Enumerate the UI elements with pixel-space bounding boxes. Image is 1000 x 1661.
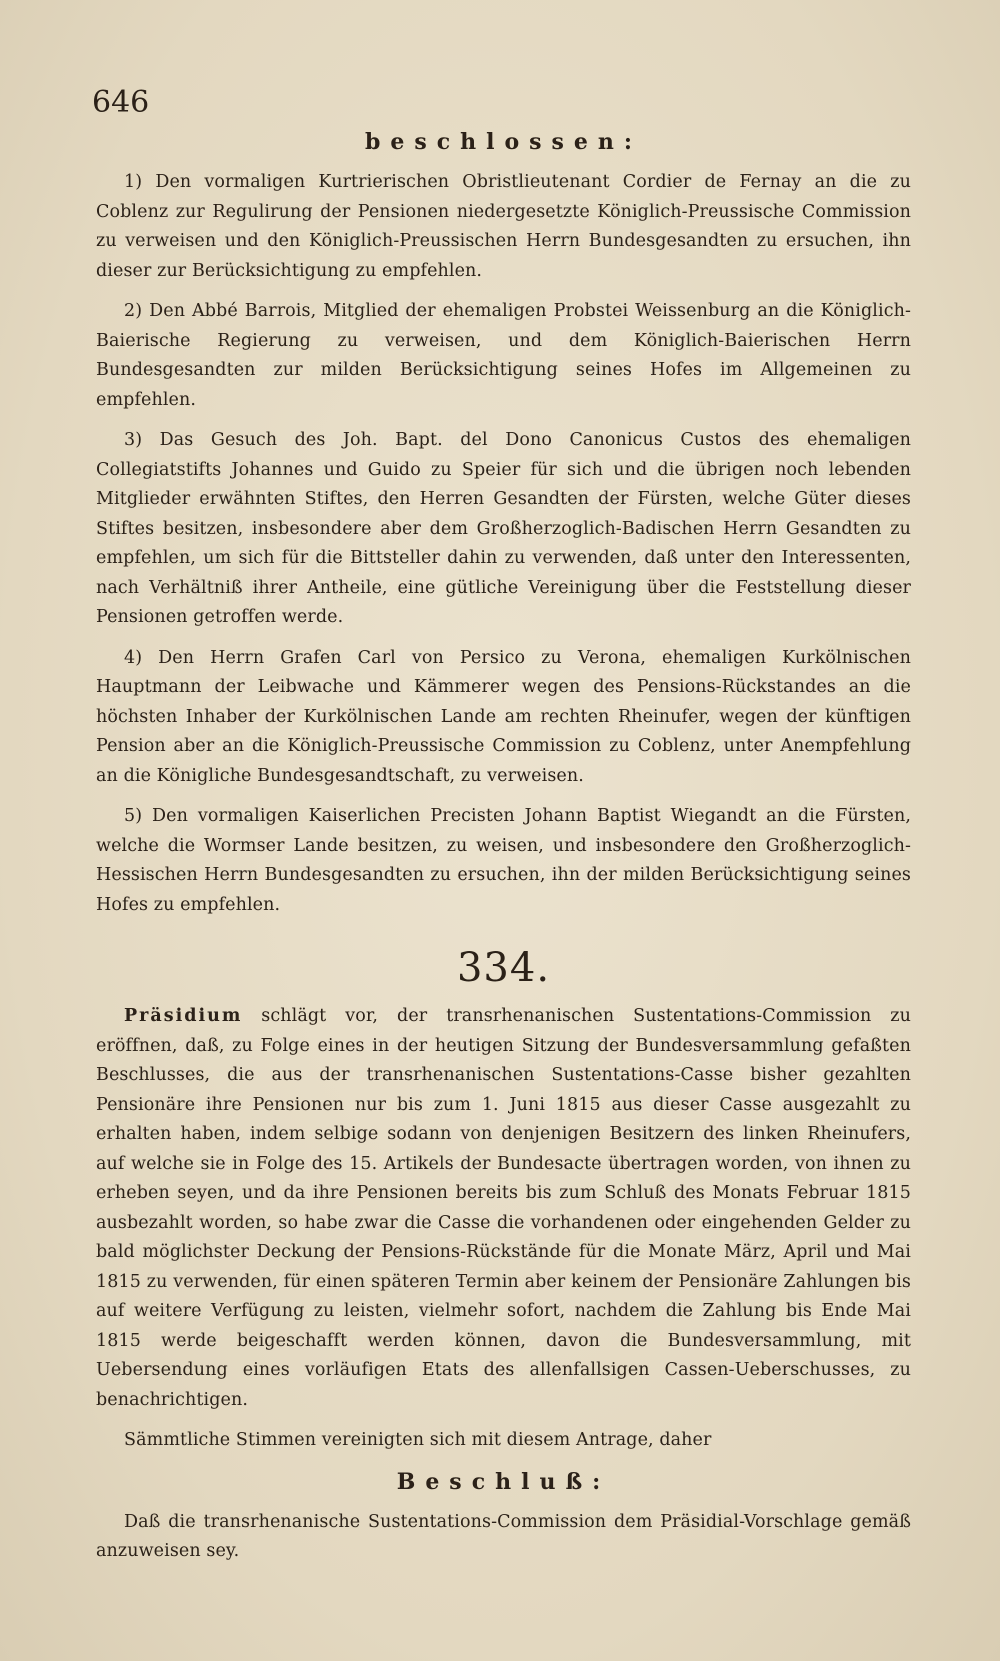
- page-number: 646: [92, 85, 150, 120]
- decision-text: Daß die transrhenanische Sustentations-Commission dem Präsidial-Vorschlage gemäß anzuweisen sey.: [96, 1511, 911, 1561]
- resolution-item-3: 3) Das Gesuch des Joh. Bapt. del Dono Canonicus Custos des ehemaligen Collegiatstifts Johannes und Guido zu Speier für sich und die übrigen noch lebenden Mitglieder erwähnten Stiftes, den Herren Gesandten der Fürsten, welche Güter dieses Stiftes besitzen, insbesondere aber dem Großherzoglich-Badischen Herrn Gesandten zu empfehlen, um sich für die Bittsteller dahin zu verwenden, daß unter den Interessenten, nach Verhältniß ihrer Antheile, eine gütliche Vereinigung über die Feststellung dieser Pensionen getroffen werde.: [96, 430, 911, 627]
- decision-heading: Beschluß:: [396, 1468, 611, 1495]
- resolution-item-5: 5) Den vormaligen Kaiserlichen Precisten Johann Baptist Wiegandt an die Fürsten, welche die Wormser Lande besitzen, zu weisen, und insbesondere den Großherzoglich-Hessischen Herrn Bundesgesandten zu ersuchen, ihn der milden Berücksichtigung seines Hofes zu empfehlen.: [96, 806, 911, 915]
- votes-statement: Sämmtliche Stimmen vereinigten sich mit diesem Antrage, daher: [124, 1430, 712, 1450]
- section-number: 334.: [456, 945, 551, 991]
- resolution-item-1: 1) Den vormaligen Kurtrierischen Obristlieutenant Cordier de Fernay an die zu Coblenz zur Regulirung der Pensionen niedergesetzte Königlich-Preussische Commission zu verweisen und den Königlich-Preussischen Herrn Bundesgesandten zu ersuchen, ihn dieser zur Berücksichtigung zu empfehlen.: [96, 172, 911, 281]
- page-body: [96, 127, 911, 1567]
- resolution-heading: beschlossen:: [364, 129, 643, 155]
- presidium-lead: Präsidium: [124, 1006, 243, 1026]
- resolution-item-4: 4) Den Herrn Grafen Carl von Persico zu Verona, ehemaligen Kurkölnischen Hauptmann der Leibwache und Kämmerer wegen des Pensions-Rückstandes an die höchsten Inhaber der Kurkölnischen Lande am rechten Rheinufer, wegen der künftigen Pension aber an die Königlich-Preussische Commission zu Coblenz, unter Anempfehlung an die Königliche Bundesgesandtschaft, zu verweisen.: [96, 647, 911, 786]
- presidium-proposal: [96, 1002, 911, 1415]
- resolution-item-2: 2) Den Abbé Barrois, Mitglied der ehemaligen Probstei Weissenburg an die Königlich-Baierische Regierung zu verweisen, und dem Königlich-Baierischen Herrn Bundesgesandten zur milden Berücksichtigung seines Hofes im Allgemeinen zu empfehlen.: [96, 301, 911, 410]
- presidium-proposal-text: schlägt vor, der transrhenanischen Sustentations-Commission zu eröffnen, daß, zu Folge eines in der heutigen Sitzung der Bundesversammlung gefaßten Beschlusses, die aus der transrhenanischen Sustentations-Casse bisher gezahlten Pensionäre ihre Pensionen nur bis zum 1. Juni 1815 aus dieser Casse ausgezahlt zu erhalten haben, indem selbige sodann von denjenigen Besitzern des linken Rheinufers, auf welche sie in Folge des 15. Artikels der Bundesacte übertragen worden, von ihnen zu erheben seyen, und da ihre Pensionen bereits bis zum Schluß des Monats Februar 1815 ausbezahlt worden, so habe zwar die Casse die vorhandenen oder eingehenden Gelder zu bald möglichster Deckung der Pensions-Rückstände für die Monate März, April und Mai 1815 zu verwenden, für einen späteren Termin aber keinem der Pensionäre Zahlungen bis auf weitere Verfügung zu leisten, vielmehr sofort, nachdem die Zahlung bis Ende Mai 1815 werde beigeschafft werden können, davon die Bundesversammlung, mit Uebersendung eines vorläufigen Etats des allenfallsigen Cassen-Ueberschusses, zu benachrichtigen.: [96, 1006, 911, 1410]
